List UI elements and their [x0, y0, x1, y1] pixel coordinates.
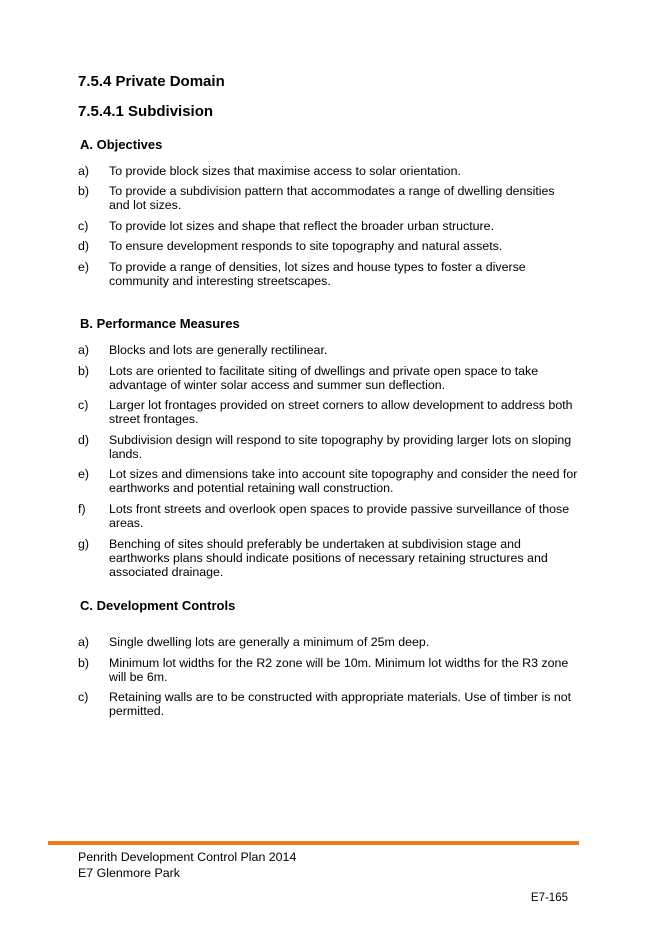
footer-section-name: E7 Glenmore Park: [78, 866, 180, 880]
section-title: 7.5.4.1 Subdivision: [78, 103, 214, 120]
item-text: Retaining walls are to be constructed with appropriate materials. Use of timber is not permitted.: [109, 690, 572, 718]
list-item: [78, 398, 578, 426]
list-item: [78, 635, 578, 649]
item-text: Lot sizes and dimensions take into account site topography and consider the need for earthworks and potential retaining wall construction.: [109, 467, 578, 495]
list-item: [78, 656, 578, 684]
item-text: Lots are oriented to facilitate siting of dwellings and private open space to take advantage of winter solar access and summer sun deflection.: [109, 364, 539, 392]
list-item: [78, 690, 578, 718]
item-label: b): [78, 656, 90, 670]
item-text: Minimum lot widths for the R2 zone will be 10m. Minimum lot widths for the R3 zone will be 6m.: [109, 656, 569, 684]
footer-document-title: Penrith Development Control Plan 2014: [78, 850, 297, 864]
list-item: [78, 184, 578, 212]
item-label: e): [78, 260, 90, 274]
item-text: Blocks and lots are generally rectilinear.: [109, 343, 328, 357]
item-text: Benching of sites should preferably be undertaken at subdivision stage and earthworks plans should indicate positions of necessary retaining structures and associated drainage.: [109, 537, 548, 579]
item-text: To provide a subdivision pattern that accommodates a range of dwelling densities and lot sizes.: [109, 184, 555, 212]
item-text: Single dwelling lots are generally a minimum of 25m deep.: [109, 635, 430, 649]
item-text: Larger lot frontages provided on street corners to allow development to address both street frontages.: [109, 398, 573, 426]
list-item: [78, 239, 578, 253]
item-label: a): [78, 164, 90, 178]
item-text: To provide a range of densities, lot sizes and house types to foster a diverse community and interesting streetscapes.: [109, 260, 526, 288]
item-text: To provide block sizes that maximise access to solar orientation.: [109, 164, 461, 178]
item-text: To provide lot sizes and shape that reflect the broader urban structure.: [109, 219, 495, 233]
item-label: b): [78, 184, 90, 198]
list-item: [78, 537, 578, 579]
item-label: d): [78, 239, 90, 253]
performance-measures-heading: B. Performance Measures: [80, 316, 240, 331]
item-label: e): [78, 467, 90, 481]
list-item: [78, 260, 578, 288]
objectives-heading: A. Objectives: [80, 137, 163, 152]
list-item: [78, 467, 578, 495]
list-item: [78, 364, 578, 392]
footer-divider: [48, 841, 579, 845]
item-label: b): [78, 364, 90, 378]
development-controls-heading: C. Development Controls: [80, 598, 236, 613]
item-text: Subdivision design will respond to site topography by providing larger lots on sloping lands.: [109, 433, 572, 461]
page-number: E7-165: [530, 892, 568, 904]
item-label: a): [78, 343, 90, 357]
item-label: a): [78, 635, 90, 649]
item-text: Lots front streets and overlook open spaces to provide passive surveillance of those areas.: [109, 502, 570, 530]
page-title: 7.5.4 Private Domain: [78, 73, 225, 90]
item-label: d): [78, 433, 90, 447]
item-label: c): [78, 690, 89, 704]
list-item: [78, 164, 578, 178]
list-item: [78, 502, 578, 530]
item-label: g): [78, 537, 90, 551]
list-item: [78, 433, 578, 461]
item-text: To ensure development responds to site topography and natural assets.: [109, 239, 503, 253]
item-label: c): [78, 219, 89, 233]
item-label: c): [78, 398, 89, 412]
list-item: [78, 219, 578, 233]
list-item: [78, 343, 578, 357]
item-label: f): [78, 502, 86, 516]
